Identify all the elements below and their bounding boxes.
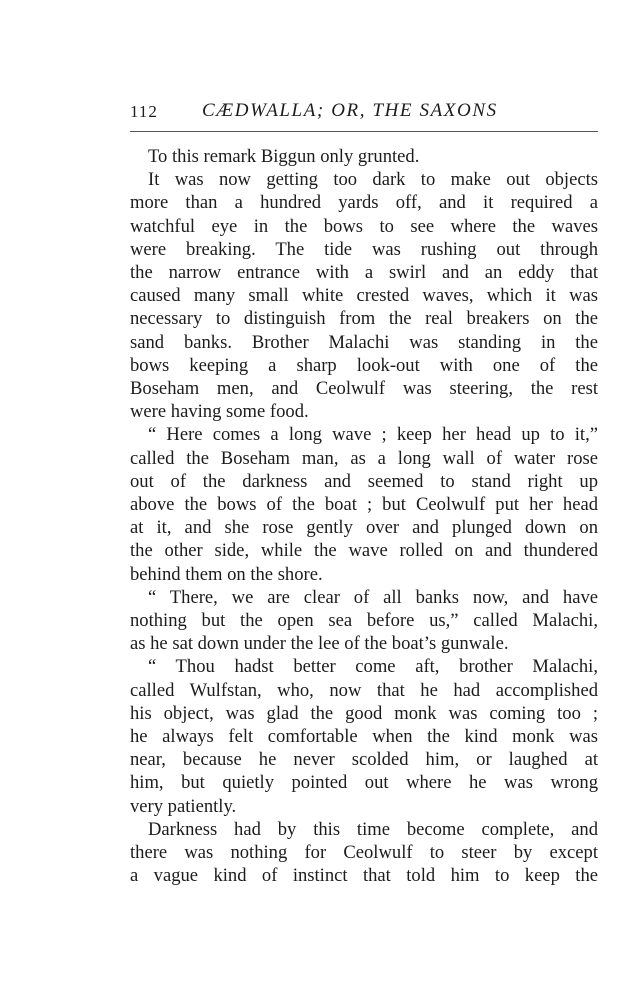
text-line: near, because he never scolded him, or laughed at	[130, 749, 598, 771]
text-line: “ Thou hadst better come aft, brother Malachi,	[148, 656, 598, 678]
text-line: the narrow entrance with a swirl and an eddy that	[130, 262, 598, 284]
text-line: were breaking. The tide was rushing out through	[130, 238, 598, 260]
header-rule	[130, 131, 598, 132]
paragraph	[130, 586, 598, 656]
text-line: out of the darkness and seemed to stand right up	[130, 470, 598, 492]
text-line: To this remark Biggun only grunted.	[148, 146, 420, 167]
page-number: 112	[130, 102, 158, 121]
text-line: nothing but the open sea before us,” called Malachi,	[130, 610, 598, 632]
text-line: watchful eye in the bows to see where the waves	[130, 215, 598, 237]
text-line: bows keeping a sharp look-out with one of the	[130, 354, 598, 376]
paragraph	[130, 145, 598, 168]
text-line: called the Boseham man, as a long wall of water rose	[130, 447, 598, 469]
text-line: above the bows of the boat ; but Ceolwulf put her head	[130, 494, 598, 516]
text-line: called Wulfstan, who, now that he had accomplished	[130, 679, 598, 701]
paragraph	[130, 818, 598, 888]
text-line: “ There, we are clear of all banks now, and have	[148, 586, 598, 608]
text-line: at it, and she rose gently over and plunged down on	[130, 517, 598, 539]
running-title: CÆDWALLA; OR, THE SAXONS	[202, 100, 498, 121]
text-line: Boseham men, and Ceolwulf was steering, the rest	[130, 378, 598, 400]
text-line: were having some food.	[130, 401, 309, 423]
text-line: It was now getting too dark to make out objects	[148, 169, 598, 191]
text-line: there was nothing for Ceolwulf to steer by except	[130, 842, 598, 864]
text-line: caused many small white crested waves, which it was	[130, 285, 598, 307]
text-line: very patiently.	[130, 795, 237, 817]
text-line: necessary to distinguish from the real breakers on the	[130, 308, 598, 330]
text-line: him, but quietly pointed out where he was wrong	[130, 772, 598, 794]
text-line: a vague kind of instinct that told him to keep the	[130, 865, 598, 887]
paragraph	[130, 655, 598, 817]
text-line: “ Here comes a long wave ; keep her head up to it,”	[148, 424, 598, 446]
text-line: as he sat down under the lee of the boat’s gunwale.	[130, 633, 509, 655]
text-line: more than a hundred yards off, and it required a	[130, 192, 598, 214]
text-line: Darkness had by this time become complete, and	[148, 818, 598, 840]
page-header	[130, 100, 598, 126]
body-text	[130, 145, 598, 888]
text-line: behind them on the shore.	[130, 563, 323, 585]
text-line: sand banks. Brother Malachi was standing in the	[130, 331, 598, 353]
text-line: the other side, while the wave rolled on and thundered	[130, 540, 598, 562]
paragraph	[130, 423, 598, 585]
text-line: his object, was glad the good monk was coming too ;	[130, 702, 598, 724]
text-line: he always felt comfortable when the kind monk was	[130, 726, 598, 748]
paragraph	[130, 168, 598, 423]
